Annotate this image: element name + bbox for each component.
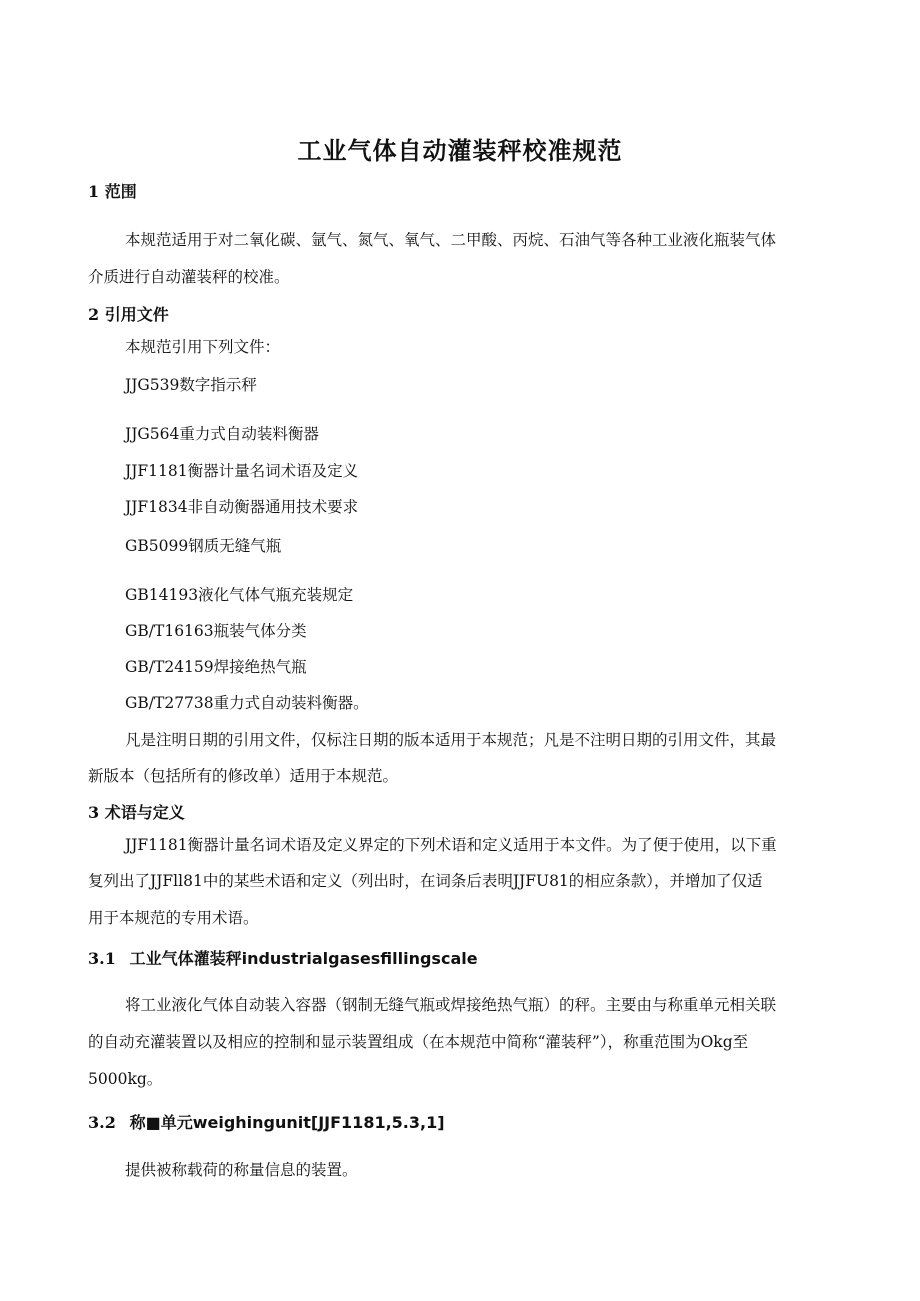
definition-3-1-line-1: 将工业液化气体自动装入容器（钢制无缝气瓶或焊接绝热气瓶）的秤。主要由与称重单元相关联: [125, 996, 777, 1014]
terms-paragraph-line-2: 复列出了JJFll81中的某些术语和定义（列出时，在词条后表明JJFU81的相应条款），并增加了仅适: [88, 872, 763, 890]
section-2-heading: [88, 302, 920, 325]
references-intro: 本规范引用下列文件：: [125, 338, 281, 356]
section-title: 称■单元weighingunit[JJF1181,5.3,1]: [129, 1113, 445, 1132]
reference-item: JJG539数字指示秤: [125, 376, 257, 394]
section-3-1-heading: [88, 946, 920, 969]
section-number: 1: [88, 182, 100, 201]
section-1-heading: [88, 179, 920, 202]
section-number: 2: [88, 305, 100, 324]
section-number: 3.1: [88, 949, 116, 968]
section-3-2-heading: [88, 1110, 920, 1133]
section-title: 引用文件: [104, 305, 169, 324]
reference-item: GB/T24159焊接绝热气瓶: [125, 658, 307, 676]
scope-paragraph-line-1: 本规范适用于对二氧化碳、氩气、氮气、氧气、二甲酸、丙烷、石油气等各种工业液化瓶装气体: [125, 231, 777, 249]
scope-paragraph-line-2: 介质进行自动灌装秤的校准。: [88, 268, 290, 286]
section-title: 工业气体灌装秤industrialgasesfillingscale: [129, 949, 478, 968]
references-note-line-2: 新版本（包括所有的修改单）适用于本规范。: [88, 767, 399, 785]
definition-3-1-line-2: 的自动充灌装置以及相应的控制和显示装置组成（在本规范中简称“灌装秤”），称重范围为Okg至: [88, 1033, 749, 1051]
reference-item: JJF1834非自动衡器通用技术要求: [125, 498, 359, 516]
reference-item: JJG564重力式自动装料衡器: [125, 425, 319, 443]
section-number: 3.2: [88, 1113, 116, 1132]
section-3-heading: [88, 800, 920, 823]
section-title: 范围: [104, 182, 137, 201]
reference-item: GB/T27738重力式自动装料衡器。: [125, 694, 369, 712]
document-title: 工业气体自动灌装秤校准规范: [297, 137, 623, 165]
section-number: 3: [88, 803, 100, 822]
definition-3-1-line-3: 5000kg。: [88, 1070, 163, 1088]
reference-item: GB5099钢质无缝气瓶: [125, 537, 282, 555]
reference-item: GB/T16163瓶装气体分类: [125, 622, 307, 640]
definition-3-2-line-1: 提供被称载荷的称量信息的装置。: [125, 1161, 358, 1179]
terms-paragraph-line-3: 用于本规范的专用术语。: [88, 909, 259, 927]
references-note-line-1: 凡是注明日期的引用文件，仅标注日期的版本适用于本规范；凡是不注明日期的引用文件，其最: [125, 731, 777, 749]
reference-item: GB14193液化气体气瓶充装规定: [125, 586, 354, 604]
reference-item: JJF1181衡器计量名词术语及定义: [125, 462, 359, 480]
section-title: 术语与定义: [104, 803, 185, 822]
terms-paragraph-line-1: JJF1181衡器计量名词术语及定义界定的下列术语和定义适用于本文件。为了便于使用，以下重: [125, 836, 777, 854]
